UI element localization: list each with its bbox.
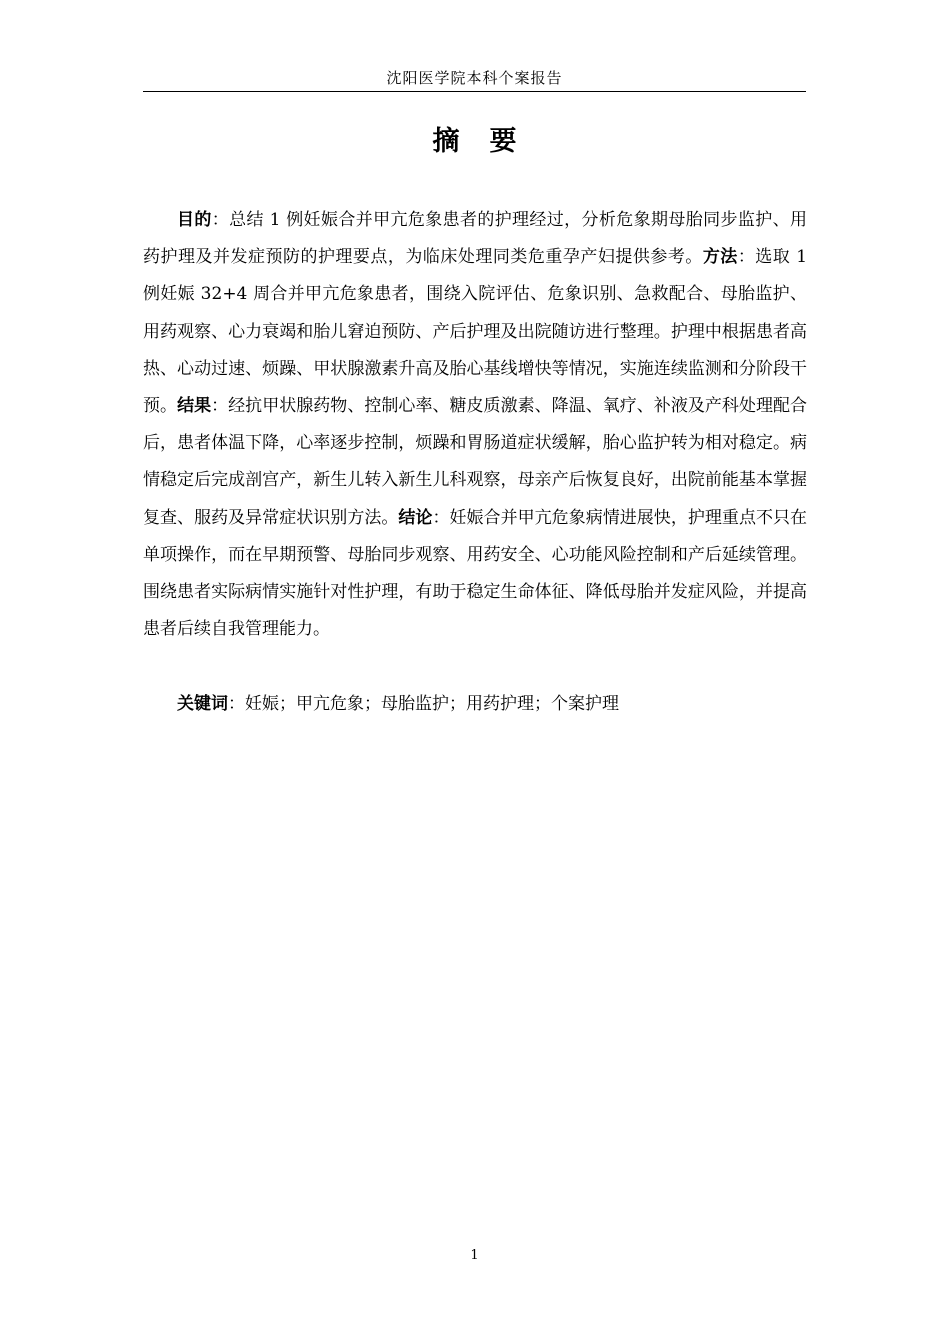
page-header: 沈阳医学院本科个案报告 (386, 69, 563, 87)
title-char-1: 摘 (432, 126, 460, 157)
method-label: 方法 (702, 247, 738, 268)
conclusion-label: 结论 (398, 507, 433, 528)
result-text: ：经抗甲状腺药物、控制心率、糖皮质激素、降温、氧疗、补液及产科处理配合后，患者体温下降，心率逐步控制，烦躁和胃肠道症状缓解，胎心监护转为相对稳定。病情稳定后完成剖宫产，新生儿转入新生儿科观察，母亲产后恢复良好，出院前能基本掌握复查、服药及异常症状识别方法。 (143, 396, 808, 528)
method-text: ：选取 1 例妊娠 32+4 周合并甲亢危象患者，围绕入院评估、危象识别、急救配合、母胎监护、用药观察、心力衰竭和胎儿窘迫预防、产后护理及出院随访进行整理。护理中根据患者高热、心动过速、烦躁、甲状腺激素升高及胎心基线增快等情况，实施连续监测和分阶段干预。 (143, 247, 808, 417)
keywords-text: ：妊娠；甲亢危象；母胎监护；用药护理；个案护理 (228, 694, 619, 714)
objective-text: ：总结 1 例妊娠合并甲亢危象患者的护理经过，分析危象期母胎同步监护、用药护理及并发症预防的护理要点，为临床处理同类危重孕产妇提供参考。 (143, 210, 808, 268)
abstract-paragraph (143, 202, 807, 648)
header-divider (143, 91, 806, 92)
keywords-line (143, 686, 807, 723)
objective-label: 目的 (177, 210, 212, 230)
result-label: 结果 (177, 396, 212, 417)
conclusion-text: ：妊娠合并甲亢危象病情进展快，护理重点不只在单项操作，而在早期预警、母胎同步观察、用药安全、心功能风险控制和产后延续管理。围绕患者实际病情实施针对性护理，有助于稳定生命体征、降低母胎并发症风险，并提高患者后续自我管理能力。 (143, 507, 808, 640)
title-char-2: 要 (489, 126, 517, 157)
keywords-label: 关键词 (177, 694, 228, 714)
page-number: 1 (470, 1248, 479, 1263)
page-title (143, 120, 806, 164)
